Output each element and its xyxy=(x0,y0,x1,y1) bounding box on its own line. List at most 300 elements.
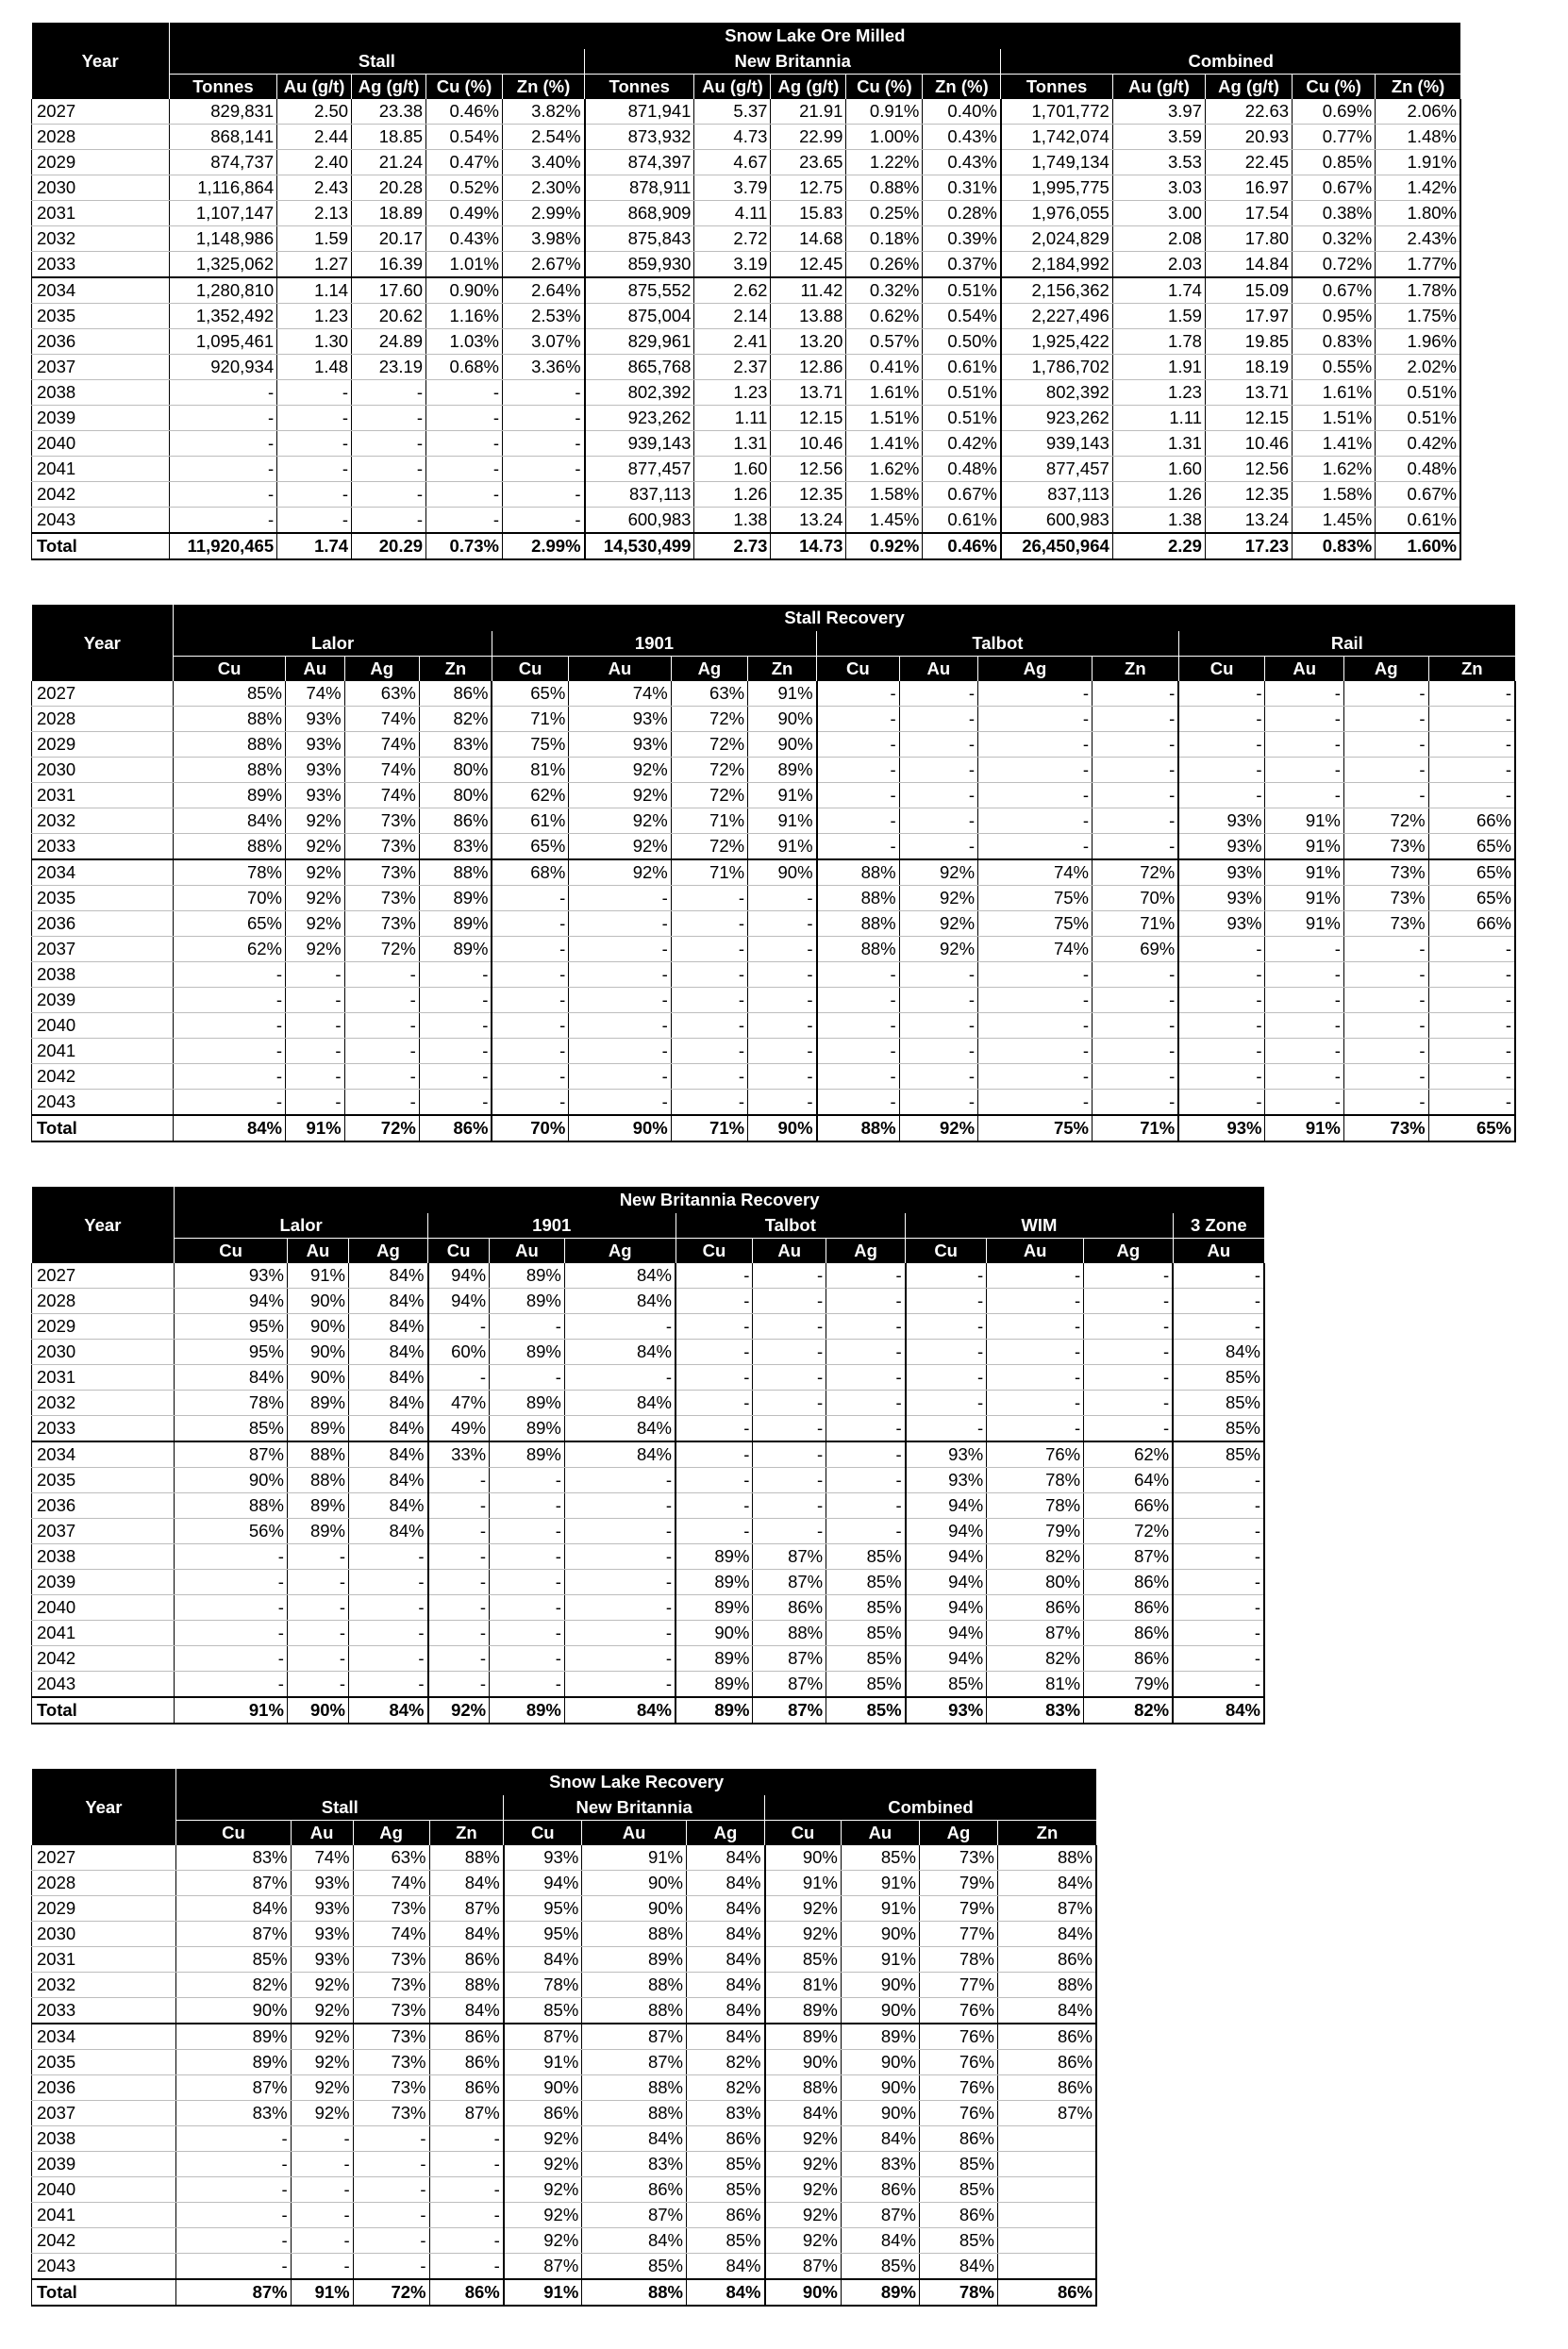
table-cell: 80% xyxy=(987,1570,1084,1595)
table-cell: - xyxy=(753,1263,826,1289)
table-cell: - xyxy=(1084,1416,1174,1442)
table-cell: 0.57% xyxy=(846,329,923,355)
column-header: Zn xyxy=(1428,657,1515,682)
table-cell: 0.39% xyxy=(923,226,1001,252)
table-cell: - xyxy=(492,911,568,937)
table-cell: 94% xyxy=(428,1289,490,1314)
table-cell: 87% xyxy=(429,2101,504,2126)
table-cell: 89% xyxy=(676,1672,753,1698)
table-cell: 85% xyxy=(826,1570,906,1595)
table-cell: 1.26 xyxy=(694,482,771,508)
table-cell: 72% xyxy=(1343,808,1428,834)
column-header: Zn xyxy=(419,657,492,682)
table-cell: - xyxy=(429,2126,504,2152)
column-header: Cu xyxy=(504,1821,582,1846)
table-cell: - xyxy=(826,1391,906,1416)
table-cell: - xyxy=(753,1493,826,1519)
table-cell: - xyxy=(1084,1340,1174,1365)
table-cell: 88% xyxy=(582,1922,687,1947)
column-header: Cu xyxy=(175,1239,288,1264)
table-cell: 84% xyxy=(841,2228,919,2254)
year-cell: 2027 xyxy=(32,1845,176,1871)
table-cell: 85% xyxy=(906,1672,987,1698)
table-cell: - xyxy=(676,1340,753,1365)
total-cell: 86% xyxy=(429,2279,504,2306)
table-cell: - xyxy=(899,808,977,834)
table-cell: 88% xyxy=(287,1441,348,1468)
table-cell: 14.84 xyxy=(1205,252,1292,278)
table-cell: 93% xyxy=(1178,911,1265,937)
year-cell: 2037 xyxy=(32,937,174,962)
table-cell: - xyxy=(1173,1314,1264,1340)
table-cell: - xyxy=(503,482,585,508)
table-cell: - xyxy=(1084,1314,1174,1340)
table-cell: - xyxy=(503,508,585,534)
table-cell: - xyxy=(1173,1263,1264,1289)
table-cell: - xyxy=(753,1519,826,1544)
table-row xyxy=(32,1391,1265,1416)
table-cell: 84% xyxy=(686,1896,764,1922)
table-cell: 92% xyxy=(291,2075,353,2101)
table-cell: - xyxy=(352,457,426,482)
table-cell: 92% xyxy=(569,834,671,860)
table-row xyxy=(32,681,1516,707)
table-cell: 877,457 xyxy=(585,457,694,482)
table-cell: - xyxy=(175,1646,288,1672)
table-cell: - xyxy=(1092,834,1178,860)
table-cell: 91% xyxy=(1265,808,1343,834)
table-cell: 92% xyxy=(286,886,345,911)
table-cell: - xyxy=(490,1519,565,1544)
table-cell: 95% xyxy=(175,1314,288,1340)
total-cell: 84% xyxy=(1173,1697,1264,1724)
table-cell: 89% xyxy=(176,2050,291,2075)
table-row xyxy=(32,1646,1265,1672)
table-cell: - xyxy=(1178,988,1265,1013)
table-cell: 62% xyxy=(1084,1441,1174,1468)
table-cell: 73% xyxy=(353,1998,429,2024)
total-cell: 11,920,465 xyxy=(169,533,276,559)
year-cell: 2043 xyxy=(32,1090,174,1116)
column-header: Cu xyxy=(428,1239,490,1264)
table-cell: 94% xyxy=(906,1570,987,1595)
table-cell: - xyxy=(978,758,1093,783)
table-cell: - xyxy=(286,1039,345,1064)
table-cell: - xyxy=(426,431,503,457)
table-cell xyxy=(997,2152,1096,2177)
table-cell: - xyxy=(344,1064,419,1090)
table-cell: 73% xyxy=(353,1973,429,1998)
table-row xyxy=(32,1672,1265,1698)
table-cell: 93% xyxy=(291,1922,353,1947)
table-cell: 802,392 xyxy=(1001,380,1112,406)
year-header: Year xyxy=(32,605,174,681)
table-cell: 84% xyxy=(564,1416,676,1442)
table-cell: - xyxy=(817,732,900,758)
table-cell: 86% xyxy=(504,2101,582,2126)
year-cell: 2040 xyxy=(32,1595,175,1621)
column-header: Tonnes xyxy=(1001,75,1112,100)
table-cell: 12.15 xyxy=(1205,406,1292,431)
column-header: Cu (%) xyxy=(426,75,503,100)
total-label: Total xyxy=(32,2279,176,2306)
column-header: Cu xyxy=(765,1821,842,1846)
table-cell: - xyxy=(564,1519,676,1544)
table-cell xyxy=(997,2228,1096,2254)
column-header: Ag (g/t) xyxy=(1205,75,1292,100)
table-cell: - xyxy=(419,1039,492,1064)
table-cell: - xyxy=(291,2228,353,2254)
table-cell: 23.38 xyxy=(352,99,426,125)
table-cell: 85% xyxy=(826,1544,906,1570)
table-cell: 0.48% xyxy=(923,457,1001,482)
table-row xyxy=(32,886,1516,911)
table-cell: - xyxy=(753,1391,826,1416)
table-cell: 84% xyxy=(349,1365,428,1391)
year-cell: 2039 xyxy=(32,2152,176,2177)
table-cell: - xyxy=(569,911,671,937)
column-header: Au xyxy=(1173,1239,1264,1264)
table-cell: - xyxy=(671,937,747,962)
table-cell: 87% xyxy=(1084,1544,1174,1570)
table-cell: 1.22% xyxy=(846,150,923,175)
table-cell: 92% xyxy=(765,2152,842,2177)
table-cell: 2.43 xyxy=(277,175,352,201)
table-cell: 87% xyxy=(753,1672,826,1698)
table-cell: 1,742,074 xyxy=(1001,125,1112,150)
table-cell: - xyxy=(286,962,345,988)
table-cell: 12.86 xyxy=(771,355,846,380)
table-cell: 77% xyxy=(919,1922,997,1947)
table-row xyxy=(32,125,1461,150)
table-cell: 2.02% xyxy=(1376,355,1460,380)
table-cell: 0.61% xyxy=(923,355,1001,380)
table-cell: - xyxy=(286,988,345,1013)
table-cell: - xyxy=(344,1013,419,1039)
table-cell: 71% xyxy=(671,808,747,834)
table-cell: 2.53% xyxy=(503,304,585,329)
year-cell: 2033 xyxy=(32,1998,176,2024)
table-cell: - xyxy=(1092,1090,1178,1116)
table-cell: - xyxy=(671,988,747,1013)
total-cell: 65% xyxy=(1428,1115,1515,1141)
table-cell: - xyxy=(817,834,900,860)
table-cell: 1.74 xyxy=(1112,277,1205,304)
total-cell: 73% xyxy=(1343,1115,1428,1141)
table-cell: 88% xyxy=(582,1973,687,1998)
column-header: Ag xyxy=(564,1239,676,1264)
table-cell: 86% xyxy=(997,2050,1096,2075)
table-cell: 20.93 xyxy=(1205,125,1292,150)
table-cell: 0.52% xyxy=(426,175,503,201)
year-cell: 2030 xyxy=(32,1922,176,1947)
table-cell: 17.80 xyxy=(1205,226,1292,252)
table-cell: 21.24 xyxy=(352,150,426,175)
table-cell: - xyxy=(490,1468,565,1493)
table-cell: 3.59 xyxy=(1112,125,1205,150)
group-header: Combined xyxy=(765,1795,1097,1821)
table-cell: 95% xyxy=(175,1340,288,1365)
table-cell: 18.89 xyxy=(352,201,426,226)
table-cell: 88% xyxy=(817,937,900,962)
column-header: Cu xyxy=(492,657,568,682)
table-cell: 2,156,362 xyxy=(1001,277,1112,304)
table-cell: 86% xyxy=(582,2177,687,2203)
table-cell: 3.97 xyxy=(1112,99,1205,125)
table-cell: - xyxy=(1173,1621,1264,1646)
table-row xyxy=(32,1039,1516,1064)
table-cell: 74% xyxy=(344,707,419,732)
table-cell: 66% xyxy=(1428,808,1515,834)
table-cell: 85% xyxy=(1173,1441,1264,1468)
year-cell: 2041 xyxy=(32,2203,176,2228)
table-cell: 18.85 xyxy=(352,125,426,150)
table-cell: 81% xyxy=(492,758,568,783)
table-cell: 2.44 xyxy=(277,125,352,150)
table-cell: - xyxy=(1428,937,1515,962)
table-cell: 0.43% xyxy=(923,125,1001,150)
table-cell: 74% xyxy=(344,758,419,783)
table-cell: - xyxy=(428,1544,490,1570)
table-cell: - xyxy=(987,1263,1084,1289)
table-cell: 73% xyxy=(353,2024,429,2050)
total-row xyxy=(32,533,1461,559)
year-cell: 2031 xyxy=(32,783,174,808)
table-cell: 87% xyxy=(429,1896,504,1922)
table-cell: - xyxy=(419,962,492,988)
table-cell: 83% xyxy=(686,2101,764,2126)
table-cell: 86% xyxy=(841,2177,919,2203)
column-header: Cu xyxy=(1178,657,1265,682)
table-cell: - xyxy=(353,2254,429,2280)
table-row xyxy=(32,2152,1097,2177)
table-cell: - xyxy=(753,1314,826,1340)
table-cell: 79% xyxy=(1084,1672,1174,1698)
total-cell: 1.74 xyxy=(277,533,352,559)
total-cell: 84% xyxy=(686,2279,764,2306)
table-cell: 1.26 xyxy=(1112,482,1205,508)
table-cell: 73% xyxy=(353,2101,429,2126)
table-cell: 0.54% xyxy=(923,304,1001,329)
table-cell: 0.51% xyxy=(1376,380,1460,406)
table-cell: - xyxy=(176,2126,291,2152)
table-cell: 2.30% xyxy=(503,175,585,201)
table-cell: - xyxy=(1092,988,1178,1013)
table-cell: 76% xyxy=(919,1998,997,2024)
table-cell: - xyxy=(503,406,585,431)
table-cell: - xyxy=(817,707,900,732)
table-cell: 95% xyxy=(504,1896,582,1922)
table-cell: 87% xyxy=(841,2203,919,2228)
table-cell: 72% xyxy=(671,732,747,758)
table-cell: 85% xyxy=(686,2152,764,2177)
table-cell: 71% xyxy=(492,707,568,732)
table-cell: - xyxy=(826,1365,906,1391)
table-cell: 0.95% xyxy=(1293,304,1376,329)
table-cell: 86% xyxy=(419,808,492,834)
table-cell: 0.55% xyxy=(1293,355,1376,380)
ore-milled-table xyxy=(31,23,1461,560)
table-cell: 0.62% xyxy=(846,304,923,329)
group-header: Lalor xyxy=(175,1213,428,1239)
table-cell: - xyxy=(169,380,276,406)
column-header: Zn (%) xyxy=(1376,75,1460,100)
table-cell: - xyxy=(1428,1064,1515,1090)
table-cell: - xyxy=(906,1340,987,1365)
table-cell: - xyxy=(429,2177,504,2203)
column-header: Zn xyxy=(748,657,817,682)
table-cell: 0.51% xyxy=(923,380,1001,406)
table-cell: 1.27 xyxy=(277,252,352,278)
table-cell: - xyxy=(899,681,977,707)
table-cell: - xyxy=(490,1672,565,1698)
table-cell: 2.64% xyxy=(503,277,585,304)
table-cell: 94% xyxy=(504,1871,582,1896)
column-header: Ag (g/t) xyxy=(771,75,846,100)
column-header: Ag xyxy=(919,1821,997,1846)
table-cell: - xyxy=(490,1544,565,1570)
table-cell: 2.13 xyxy=(277,201,352,226)
table-row xyxy=(32,1896,1097,1922)
table-cell: 90% xyxy=(841,2050,919,2075)
year-cell: 2043 xyxy=(32,2254,176,2280)
total-row xyxy=(32,1115,1516,1141)
table-cell: - xyxy=(428,1493,490,1519)
table-cell: 802,392 xyxy=(585,380,694,406)
table-cell: 920,934 xyxy=(169,355,276,380)
total-cell: 1.60% xyxy=(1376,533,1460,559)
table-cell: 829,831 xyxy=(169,99,276,125)
year-cell: 2040 xyxy=(32,431,170,457)
table-cell: - xyxy=(569,1013,671,1039)
table-cell: 1,995,775 xyxy=(1001,175,1112,201)
table-cell: 837,113 xyxy=(585,482,694,508)
table-cell: 0.83% xyxy=(1293,329,1376,355)
table-cell: 875,552 xyxy=(585,277,694,304)
table-cell: 83% xyxy=(176,1845,291,1871)
table-cell: 81% xyxy=(765,1973,842,1998)
table-cell: - xyxy=(1092,1064,1178,1090)
table-cell: 88% xyxy=(582,2101,687,2126)
table-cell: - xyxy=(490,1570,565,1595)
table-cell: 1.78% xyxy=(1376,277,1460,304)
table-cell: 92% xyxy=(504,2177,582,2203)
table-cell: 92% xyxy=(569,859,671,886)
table-cell: 0.91% xyxy=(846,99,923,125)
table-cell: - xyxy=(344,1090,419,1116)
table-cell: 0.67% xyxy=(1293,175,1376,201)
table-cell: 84% xyxy=(349,1519,428,1544)
table-cell: 79% xyxy=(919,1871,997,1896)
table-cell: - xyxy=(1343,1090,1428,1116)
table-cell: 92% xyxy=(899,859,977,886)
total-cell: 90% xyxy=(765,2279,842,2306)
table-cell: - xyxy=(569,886,671,911)
table-row xyxy=(32,1998,1097,2024)
table-cell: 89% xyxy=(490,1340,565,1365)
table-cell: - xyxy=(817,988,900,1013)
table-cell: - xyxy=(1343,707,1428,732)
table-cell: 0.50% xyxy=(923,329,1001,355)
table-cell: - xyxy=(490,1595,565,1621)
table-cell: - xyxy=(1343,732,1428,758)
table-cell: - xyxy=(564,1365,676,1391)
table-cell: 1.16% xyxy=(426,304,503,329)
table-cell: 91% xyxy=(582,1845,687,1871)
table-cell: 13.71 xyxy=(1205,380,1292,406)
table-cell: - xyxy=(1178,937,1265,962)
total-cell: 26,450,964 xyxy=(1001,533,1112,559)
table-cell: 0.54% xyxy=(426,125,503,150)
table-cell: 92% xyxy=(765,1922,842,1947)
table-cell: - xyxy=(978,1039,1093,1064)
table-cell: 76% xyxy=(919,2101,997,2126)
table-cell: 600,983 xyxy=(585,508,694,534)
table-cell: 86% xyxy=(997,2075,1096,2101)
table-cell: 2,184,992 xyxy=(1001,252,1112,278)
total-cell: 92% xyxy=(428,1697,490,1724)
table-cell: 1.11 xyxy=(1112,406,1205,431)
table-cell: - xyxy=(1428,1090,1515,1116)
table-cell: - xyxy=(899,1090,977,1116)
table-cell: 84% xyxy=(429,1871,504,1896)
table-row xyxy=(32,1314,1265,1340)
table-cell: - xyxy=(676,1263,753,1289)
table-cell: 1.51% xyxy=(1293,406,1376,431)
table-cell: - xyxy=(291,2126,353,2152)
year-cell: 2030 xyxy=(32,175,170,201)
year-cell: 2037 xyxy=(32,2101,176,2126)
year-cell: 2031 xyxy=(32,1365,175,1391)
table-cell: 91% xyxy=(748,681,817,707)
table-cell: 86% xyxy=(987,1595,1084,1621)
table-cell: 1.14 xyxy=(277,277,352,304)
table-cell: 88% xyxy=(582,1998,687,2024)
table-cell: - xyxy=(1343,783,1428,808)
table-cell: 1.48% xyxy=(1376,125,1460,150)
table-cell: 49% xyxy=(428,1416,490,1442)
table-cell: 86% xyxy=(686,2126,764,2152)
table-cell: 3.19 xyxy=(694,252,771,278)
table-title: Stall Recovery xyxy=(174,605,1515,631)
table-cell: 90% xyxy=(748,859,817,886)
table-cell: - xyxy=(1428,962,1515,988)
table-cell: - xyxy=(906,1289,987,1314)
table-cell: - xyxy=(428,1314,490,1340)
table-cell: - xyxy=(490,1493,565,1519)
table-cell: 72% xyxy=(671,783,747,808)
table-cell: - xyxy=(987,1391,1084,1416)
table-cell: 85% xyxy=(582,2254,687,2280)
table-cell: 91% xyxy=(504,2050,582,2075)
table-cell: - xyxy=(1092,681,1178,707)
table-cell: 89% xyxy=(490,1441,565,1468)
table-cell: - xyxy=(426,406,503,431)
table-row xyxy=(32,962,1516,988)
table-cell: 0.61% xyxy=(1376,508,1460,534)
total-cell: 89% xyxy=(841,2279,919,2306)
year-cell: 2028 xyxy=(32,1871,176,1896)
total-cell: 0.73% xyxy=(426,533,503,559)
table-row xyxy=(32,1973,1097,1998)
table-cell: 73% xyxy=(344,911,419,937)
table-row xyxy=(32,175,1461,201)
table-cell: - xyxy=(353,2228,429,2254)
table-cell: - xyxy=(1178,758,1265,783)
table-cell: 22.63 xyxy=(1205,99,1292,125)
table-cell: 92% xyxy=(765,2203,842,2228)
table-cell: 95% xyxy=(504,1922,582,1947)
